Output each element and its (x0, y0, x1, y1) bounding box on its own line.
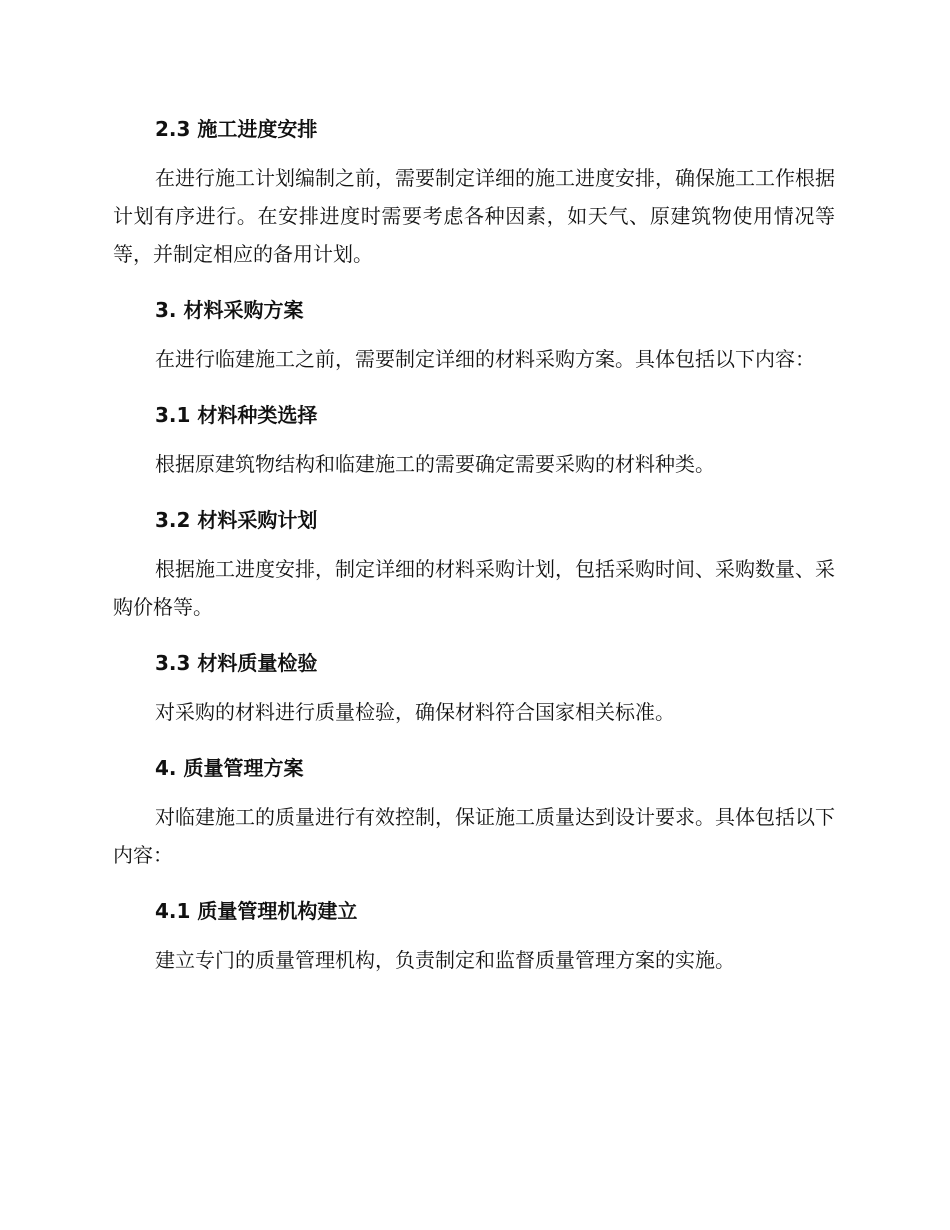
section-heading-4: 4. 质量管理方案 (155, 756, 304, 780)
paragraph-quality-inspection: 对采购的材料进行质量检验，确保材料符合国家相关标准。 (155, 700, 675, 724)
paragraph-procurement-plan: 根据施工进度安排，制定详细的材料采购计划，包括采购时间、采购数量、采购价格等。 (113, 557, 835, 619)
paragraph-procurement-intro: 在进行临建施工之前，需要制定详细的材料采购方案。具体包括以下内容： (155, 347, 815, 371)
paragraph-quality-org: 建立专门的质量管理机构，负责制定和监督质量管理方案的实施。 (155, 948, 735, 972)
section-heading-4-1: 4.1 质量管理机构建立 (155, 899, 358, 923)
section-heading-3-1: 3.1 材料种类选择 (155, 403, 318, 427)
document-body (113, 112, 835, 999)
section-heading-3: 3. 材料采购方案 (155, 298, 304, 322)
section-heading-3-2: 3.2 材料采购计划 (155, 508, 318, 532)
paragraph-schedule: 在进行施工计划编制之前，需要制定详细的施工进度安排，确保施工工作根据计划有序进行。在安排进度时需要考虑各种因素，如天气、原建筑物使用情况等等，并制定相应的备用计划。 (113, 166, 835, 266)
paragraph-quality-intro: 对临建施工的质量进行有效控制，保证施工质量达到设计要求。具体包括以下内容： (113, 805, 835, 867)
section-heading-3-3: 3.3 材料质量检验 (155, 651, 318, 675)
section-heading-2-3: 2.3 施工进度安排 (155, 117, 318, 141)
paragraph-material-types: 根据原建筑物结构和临建施工的需要确定需要采购的材料种类。 (155, 452, 715, 476)
